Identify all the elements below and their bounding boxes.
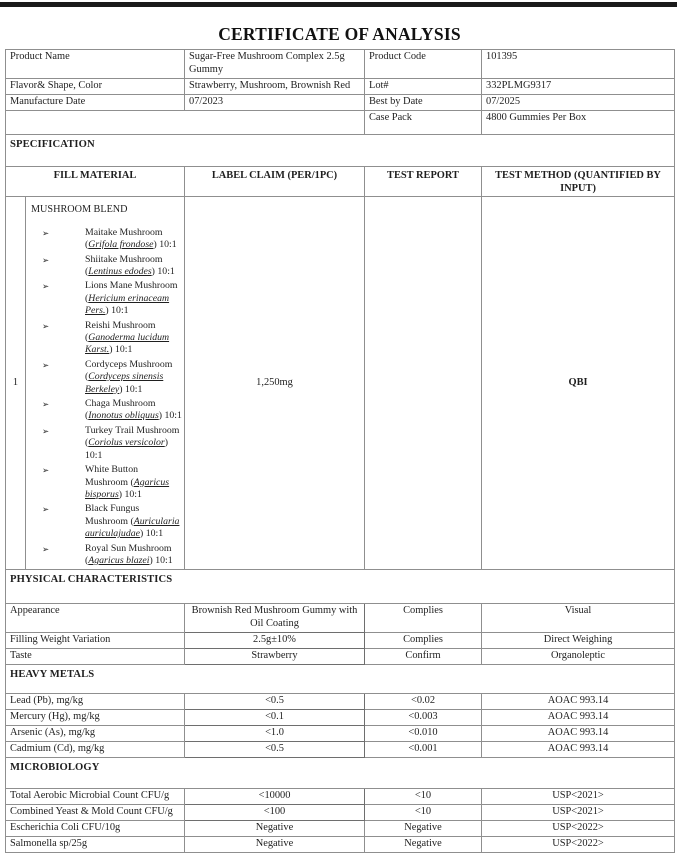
- report-value: Confirm: [365, 649, 482, 665]
- claim-value: <0.5: [185, 694, 365, 710]
- table-row: [6, 604, 675, 633]
- column-header-label-claim: LABEL CLAIM (PER/1PC): [185, 167, 365, 197]
- arrow-bullet-icon: ➢: [42, 254, 50, 265]
- info-empty-cell: [6, 111, 365, 135]
- parameter-name: Salmonella sp/25g: [6, 836, 185, 852]
- arrow-bullet-icon: ➢: [42, 425, 50, 436]
- ingredient-text: Royal Sun Mushroom (Agaricus blazei) 10:1: [85, 542, 173, 566]
- section-title-physical: PHYSICAL CHARACTERISTICS: [6, 570, 675, 604]
- specification-table: [5, 134, 675, 853]
- ingredient-text: Maitake Mushroom (Grifola frondose) 10:1: [85, 226, 177, 251]
- section-row: [6, 665, 675, 694]
- arrow-bullet-icon: ➢: [42, 399, 50, 410]
- arrow-bullet-icon: ➢: [42, 359, 50, 370]
- claim-value: <1.0: [185, 726, 365, 742]
- claim-value: Negative: [185, 821, 365, 837]
- top-rule-divider: [0, 2, 677, 7]
- parameter-name: Taste: [6, 649, 185, 665]
- arrow-bullet-icon: ➢: [42, 227, 50, 238]
- parameter-name: Cadmium (Cd), mg/kg: [6, 742, 185, 758]
- arrow-bullet-icon: ➢: [42, 543, 50, 554]
- section-row: [6, 758, 675, 789]
- parameter-name: Mercury (Hg), mg/kg: [6, 710, 185, 726]
- table-row: [6, 821, 675, 837]
- table-row: [6, 649, 675, 665]
- report-value: <0.010: [365, 726, 482, 742]
- report-value: <0.003: [365, 710, 482, 726]
- method-value: Organoleptic: [482, 649, 675, 665]
- method-value: AOAC 993.14: [482, 694, 675, 710]
- column-header-fill-material: FILL MATERIAL: [6, 167, 185, 197]
- ingredient-text: Turkey Trail Mushroom (Coriolus versicolor) 10:1: [85, 424, 180, 461]
- info-value: Strawberry, Mushroom, Brownish Red: [185, 79, 365, 95]
- report-value: Complies: [365, 604, 482, 633]
- info-value: Sugar-Free Mushroom Complex 2.5g Gummy: [185, 50, 365, 79]
- info-label: Best by Date: [365, 95, 482, 111]
- parameter-name: Arsenic (As), mg/kg: [6, 726, 185, 742]
- test-report-value: [365, 197, 482, 570]
- parameter-name: Total Aerobic Microbial Count CFU/g: [6, 789, 185, 805]
- table-row: [6, 710, 675, 726]
- info-value: 07/2023: [185, 95, 365, 111]
- table-row: [6, 50, 675, 79]
- parameter-name: Lead (Pb), mg/kg: [6, 694, 185, 710]
- list-item: [30, 543, 182, 568]
- test-method-value: QBI: [482, 197, 675, 570]
- info-value: 332PLMG9317: [482, 79, 675, 95]
- info-label: Manufacture Date: [6, 95, 185, 111]
- mushroom-blend-row: [6, 197, 675, 570]
- table-row: [6, 694, 675, 710]
- ingredient-text: Shiitake Mushroom (Lentinus edodes) 10:1: [85, 253, 175, 277]
- claim-value: <10000: [185, 789, 365, 805]
- method-value: USP<2022>: [482, 821, 675, 837]
- row-number: 1: [6, 197, 26, 570]
- parameter-name: Appearance: [6, 604, 185, 633]
- table-row: [6, 789, 675, 805]
- report-value: <10: [365, 805, 482, 821]
- claim-value: <0.1: [185, 710, 365, 726]
- ingredient-text: Cordyceps Mushroom (Cordyceps sinensis Berkeley) 10:1: [85, 358, 173, 395]
- method-value: Visual: [482, 604, 675, 633]
- claim-value: <0.5: [185, 742, 365, 758]
- arrow-bullet-icon: ➢: [42, 504, 50, 515]
- list-item: [30, 398, 182, 423]
- info-value: 4800 Gummies Per Box: [482, 111, 675, 135]
- table-row: [6, 836, 675, 852]
- list-item: [30, 280, 182, 317]
- column-header-test-method: TEST METHOD (QUANTIFIED BY INPUT): [482, 167, 675, 197]
- list-item: [30, 320, 182, 357]
- ingredient-text: Chaga Mushroom (Inonotus obliquus) 10:1: [85, 398, 182, 422]
- method-value: Direct Weighing: [482, 633, 675, 649]
- info-label: Product Name: [6, 50, 185, 79]
- section-title-microbiology: MICROBIOLOGY: [6, 758, 675, 789]
- report-value: Negative: [365, 821, 482, 837]
- parameter-name: Combined Yeast & Mold Count CFU/g: [6, 805, 185, 821]
- claim-value: Negative: [185, 836, 365, 852]
- table-row: [6, 633, 675, 649]
- report-value: <0.02: [365, 694, 482, 710]
- table-row: [6, 742, 675, 758]
- parameter-name: Escherichia Coli CFU/10g: [6, 821, 185, 837]
- info-value: 07/2025: [482, 95, 675, 111]
- table-row: [6, 111, 675, 135]
- info-label: Case Pack: [365, 111, 482, 135]
- list-item: [30, 503, 182, 540]
- section-title-heavy-metals: HEAVY METALS: [6, 665, 675, 694]
- table-row: [6, 726, 675, 742]
- info-label: Product Code: [365, 50, 482, 79]
- table-row: [6, 95, 675, 111]
- ingredient-text: White Button Mushroom (Agaricus bisporus) 10:1: [85, 464, 170, 500]
- method-value: AOAC 993.14: [482, 726, 675, 742]
- claim-value: Strawberry: [185, 649, 365, 665]
- list-item: [30, 359, 182, 396]
- method-value: USP<2021>: [482, 805, 675, 821]
- report-value: Negative: [365, 836, 482, 852]
- claim-value: 2.5g±10%: [185, 633, 365, 649]
- method-value: USP<2021>: [482, 789, 675, 805]
- column-header-row: [6, 167, 675, 197]
- method-value: USP<2022>: [482, 836, 675, 852]
- parameter-name: Filling Weight Variation: [6, 633, 185, 649]
- arrow-bullet-icon: ➢: [42, 320, 50, 331]
- arrow-bullet-icon: ➢: [42, 465, 50, 476]
- arrow-bullet-icon: ➢: [42, 281, 50, 292]
- info-label: Lot#: [365, 79, 482, 95]
- table-row: [6, 79, 675, 95]
- section-title-specification: SPECIFICATION: [6, 135, 675, 167]
- list-item: [30, 464, 182, 501]
- claim-value: <100: [185, 805, 365, 821]
- list-item: [30, 425, 182, 462]
- fill-material-cell: [26, 197, 185, 570]
- list-item: [30, 254, 182, 279]
- report-value: <0.001: [365, 742, 482, 758]
- info-label: Flavor& Shape, Color: [6, 79, 185, 95]
- method-value: AOAC 993.14: [482, 710, 675, 726]
- label-claim-value: 1,250mg: [185, 197, 365, 570]
- ingredient-text: Lions Mane Mushroom (Hericium erinaceam Pers.) 10:1: [85, 280, 178, 317]
- ingredient-text: Reishi Mushroom (Ganoderma lucidum Karst.) 10:1: [85, 319, 170, 356]
- section-row: [6, 135, 675, 167]
- blend-title: MUSHROOM BLEND: [31, 204, 128, 216]
- page-title: CERTIFICATE OF ANALYSIS: [218, 24, 461, 44]
- list-item: [30, 227, 182, 252]
- table-row: [6, 805, 675, 821]
- ingredient-text: Black Fungus Mushroom (Auricularia auriculajudae) 10:1: [85, 503, 180, 540]
- method-value: AOAC 993.14: [482, 742, 675, 758]
- report-value: Complies: [365, 633, 482, 649]
- info-value: 101395: [482, 50, 675, 79]
- column-header-test-report: TEST REPORT: [365, 167, 482, 197]
- section-row: [6, 570, 675, 604]
- claim-value: Brownish Red Mushroom Gummy with Oil Coating: [185, 604, 365, 633]
- report-value: <10: [365, 789, 482, 805]
- product-info-table: [5, 49, 675, 135]
